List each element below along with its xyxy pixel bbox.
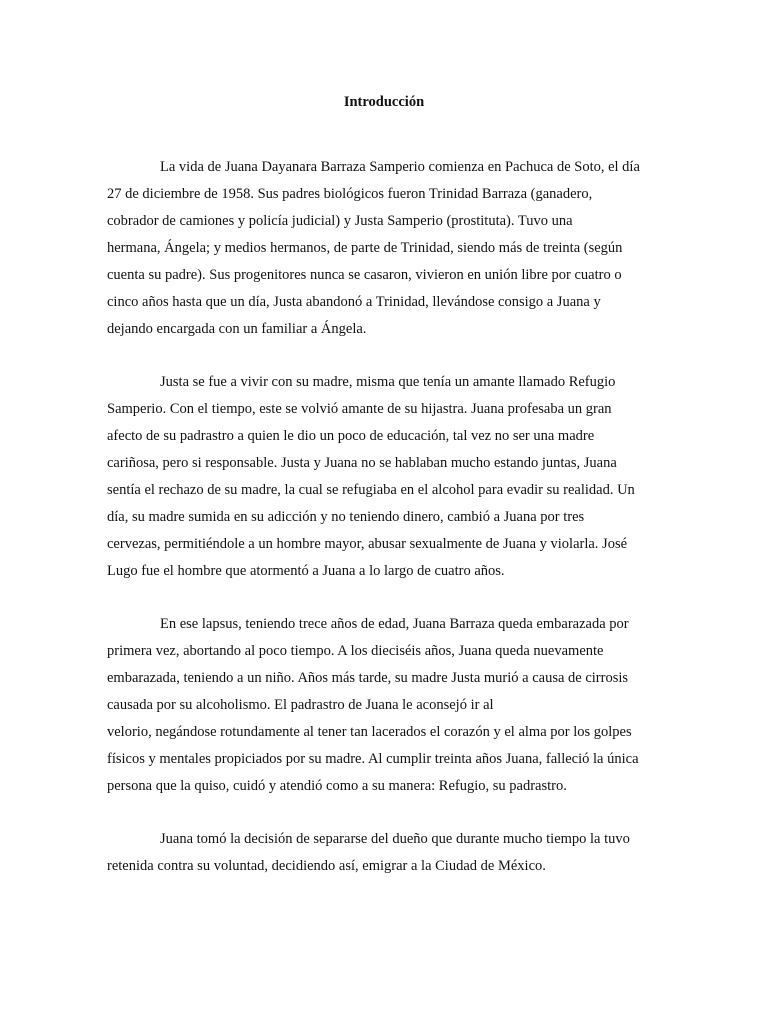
paragraph-line: retenida contra su voluntad, decidiendo así, emigrar a la Ciudad de México. <box>107 858 546 874</box>
paragraph-line: día, su madre sumida en su adicción y no teniendo dinero, cambió a Juana por tres <box>107 509 585 525</box>
paragraph-line: cariñosa, pero si responsable. Justa y Juana no se hablaban mucho estando juntas, Juana <box>107 455 617 471</box>
paragraph-line: Juana tomó la decisión de separarse del dueño que durante mucho tiempo la tuvo <box>160 831 630 847</box>
paragraph-line: sentía el rechazo de su madre, la cual se refugiaba en el alcohol para evadir su realidad. Un <box>107 482 635 498</box>
paragraph-line: Justa se fue a vivir con su madre, misma que tenía un amante llamado Refugio <box>160 374 616 390</box>
paragraph-line: cuenta su padre). Sus progenitores nunca se casaron, vivieron en unión libre por cuatro o <box>107 267 622 283</box>
paragraph-line: afecto de su padrastro a quien le dio un poco de educación, tal vez no ser una madre <box>107 428 595 444</box>
paragraph-line: Samperio. Con el tiempo, este se volvió amante de su hijastra. Juana profesaba un gran <box>107 401 612 417</box>
paragraph-line: velorio, negándose rotundamente al tener tan lacerados el corazón y el alma por los golpes <box>107 724 632 740</box>
paragraph-line: hermana, Ángela; y medios hermanos, de parte de Trinidad, siendo más de treinta (según <box>107 240 623 256</box>
paragraph-line: cobrador de camiones y policía judicial) y Justa Samperio (prostituta). Tuvo una <box>107 213 573 229</box>
paragraph-line: primera vez, abortando al poco tiempo. A los dieciséis años, Juana queda nuevamente <box>107 643 604 659</box>
paragraph-line: cinco años hasta que un día, Justa abandonó a Trinidad, llevándose consigo a Juana y <box>107 294 601 310</box>
paragraph-line: La vida de Juana Dayanara Barraza Samperio comienza en Pachuca de Soto, el día <box>160 159 640 175</box>
paragraph-line: 27 de diciembre de 1958. Sus padres biológicos fueron Trinidad Barraza (ganadero, <box>107 186 593 202</box>
paragraph-line: físicos y mentales propiciados por su madre. Al cumplir treinta años Juana, falleció la única <box>107 751 639 767</box>
paragraph-line: Lugo fue el hombre que atormentó a Juana a lo largo de cuatro años. <box>107 563 505 579</box>
paragraph-line: causada por su alcoholismo. El padrastro de Juana le aconsejó ir al <box>107 697 494 713</box>
paragraph-line: persona que la quiso, cuidó y atendió como a su manera: Refugio, su padrastro. <box>107 778 567 794</box>
paragraph-line: dejando encargada con un familiar a Ángela. <box>107 321 367 337</box>
paragraph-line: cervezas, permitiéndole a un hombre mayor, abusar sexualmente de Juana y violarla. José <box>107 536 628 552</box>
paragraph-line: En ese lapsus, teniendo trece años de edad, Juana Barraza queda embarazada por <box>160 616 629 632</box>
paragraph-line: embarazada, teniendo a un niño. Años más tarde, su madre Justa murió a causa de cirrosis <box>107 670 629 686</box>
page-title: Introducción <box>343 94 425 110</box>
